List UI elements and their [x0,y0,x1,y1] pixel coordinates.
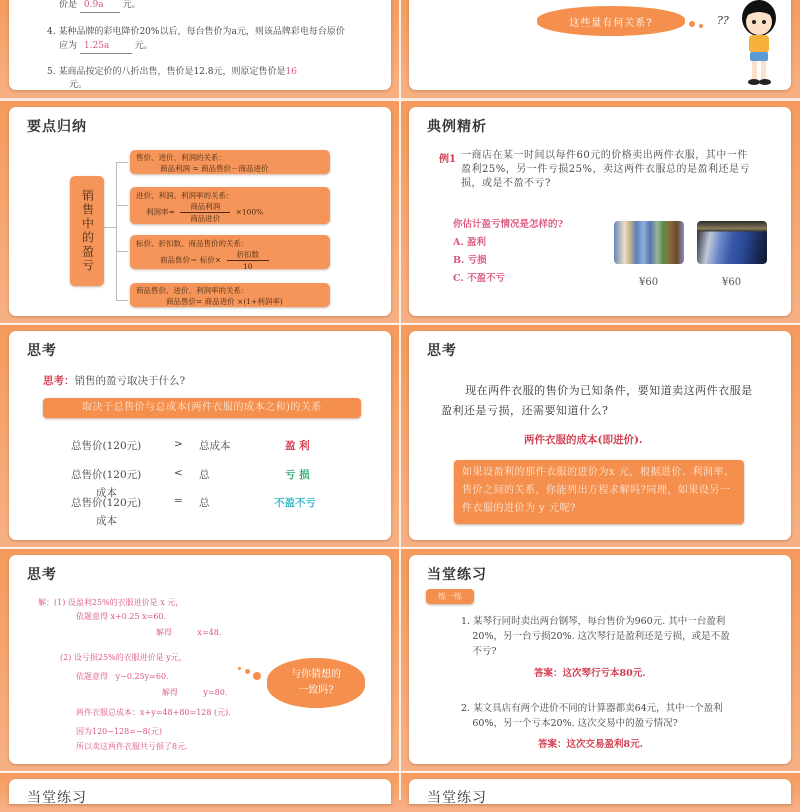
price-1: ¥60 [639,277,659,288]
think-answer: 两件衣服的成本(即进价). [524,434,643,446]
bubble-dot [238,667,241,670]
price-2: ¥60 [722,277,742,288]
slide-4 [400,100,800,324]
think-question: 思考：销售的盈亏取决于什么? [43,375,186,387]
thought-cloud: 与你猜想的 一致吗? [267,658,365,708]
think-paragraph: 现在两件衣服的售价为已知条件，要知道卖这两件衣服是盈利还是亏损，还需要知道什么? [441,384,753,417]
relation-box-3: 标价、折扣数、商品售价的关系： 商品售价＝ 标价× $\frac{\text{折扣数}}{10}$ [130,235,330,269]
solution-line: 所以卖这两件衣服共亏损了8元. [76,742,188,751]
q3-tail: 价是 0.9a 元。 [59,0,141,13]
question-5-suffix: 元。 [69,80,88,90]
slide-8-content [409,555,791,764]
slide-7-content [9,555,391,764]
slide-title: 思考 [27,343,57,359]
connector [116,162,128,163]
q4-answer: 1.25a [80,39,132,54]
option-b: B. 亏损 [453,255,487,266]
solution-line: 因为120−128=−8(元) [76,727,162,736]
solution-line: (2) 设亏损25%的衣服进价是 y元， [60,653,187,662]
slide-10 [400,772,800,812]
op-lt: < [174,467,183,479]
relation-row-1: 总售价(120元) [71,440,142,452]
relation-row-3: 总售价(120元) [71,497,142,509]
option-c: C. 不盈不亏 [453,273,506,284]
thought-bubble: 这些量有何关系? [537,6,685,36]
slide-2-content [409,0,791,90]
practice-question-2: 2. 某文具店有两个进价不同的计算器都卖64元，其中一个盈利60%，另一个亏本20%. 这次交易中的盈亏情况? [461,703,723,729]
slide-1 [0,0,400,98]
total-cost-split: 总 [199,497,210,509]
slide-4-content [409,107,791,316]
slide-title: 当堂练习 [427,790,487,804]
solution-line: 两件衣服总成本：x+y=48+80=128 (元). [76,708,231,717]
slide-3 [0,100,400,324]
clothes-photo-1 [614,221,684,264]
connector [104,227,116,228]
clothes-photo-2 [697,221,767,264]
slide-title: 当堂练习 [27,790,87,804]
question-4: 4. 某种品牌的彩电降价20%以后，每台售价为a元，则该品牌彩电每台原价 [47,27,345,37]
total-cost-split: 总 [199,469,210,481]
slide-9 [0,772,400,812]
total-cost-split-tail: 成本 [96,515,117,527]
grid-divider-horizontal [0,323,800,325]
bubble-dot [253,672,261,680]
connector [116,300,128,301]
slide-9-content [9,779,391,804]
practice-answer-2: 答案：这次交易盈利8元. [538,739,643,750]
hint-box: 如果设盈利的那件衣服的进价为x 元，根据进价、利润率、售价之间的关系，你能列出方程求解吗?同理，如果设另一件衣服的进价为 y 元呢? [454,460,744,524]
center-node: 销售中的盈亏 [70,176,104,286]
relation-box-2: 进价、利润、利润率的关系： 利润率= $\frac{\text{商品利润}}{\text{商品进价}}$ ×100% [130,187,330,224]
practice-badge: 练一练 [426,589,474,604]
bubble-dot [689,21,695,27]
q5-answer: 16 [285,67,297,77]
total-cost-split-tail: 成本 [96,487,117,499]
solution-line: 依题意得 x+0.25 x=60. [76,612,167,621]
connector [116,162,117,300]
connector [116,251,128,252]
connector [116,205,128,206]
result-loss: 亏 损 [285,469,310,481]
slide-title: 思考 [427,343,457,359]
op-eq: = [174,495,183,507]
example-label: 例1 [439,154,456,165]
grid-divider-horizontal [0,547,800,549]
slide-6-content [409,331,791,540]
answer-banner: 取决于总售价与总成本(两件衣服的成本之和)的关系 [43,398,361,418]
slide-title: 当堂练习 [427,567,487,583]
slide-3-content [9,107,391,316]
slide-1-content [9,0,391,90]
op-gt: > [174,438,183,450]
slide-7 [0,548,400,772]
q3-answer: 0.9a [80,0,120,13]
bubble-dot [699,24,703,28]
solution-line: 解得 x=48. [156,628,222,637]
slide-8 [400,548,800,772]
practice-question-1: 1. 某琴行同时卖出两台钢琴，每台售价为960元. 其中一台盈利20%，另一台亏损20%. 这次琴行是盈利还是亏损，或是不盈不亏? [461,616,730,657]
relation-box-4: 商品售价、进价、利润率的关系： 商品售价= 商品进价 ×(1+利润率) [130,283,330,307]
relation-row-2: 总售价(120元) [71,469,142,481]
total-cost: 总成本 [199,440,231,452]
question-5: 5. 某商品按定价的八折出售，售价是12.8元，则原定售价是16 [47,67,297,77]
result-profit: 盈 利 [285,440,310,452]
bubble-dot [245,669,250,674]
practice-answer-1: 答案：这次琴行亏本80元. [534,668,646,679]
slide-5-content [9,331,391,540]
slide-title: 思考 [27,567,57,583]
grid-divider-horizontal [0,99,800,101]
slide-title: 典例精析 [427,119,487,135]
relation-box-1: 售价、进价、利润的关系： 商品利润 = 商品售价－商品进价 [130,150,330,174]
question-marks: ?? [717,14,729,27]
example-problem: 一商店在某一时间以每件60元的价格卖出两件衣服，其中一件盈利25%，另一件亏损25%，卖这两件衣服总的是盈利还是亏损，或是不盈不亏? [461,150,750,189]
result-break-even: 不盈不亏 [274,497,316,509]
slide-6 [400,324,800,548]
slide-2 [400,0,800,98]
option-a: A. 盈利 [453,237,486,248]
estimate-question: 你估计盈亏情况是怎样的? [453,219,564,230]
fraction: $\frac{\text{商品利润}}{\text{商品进价}}$ [180,201,230,224]
question-4-answer-line: 应为 1.25a 元。 [59,39,153,54]
grid-divider-horizontal [0,771,800,773]
boy-illustration [734,0,784,88]
solution-line: 依题意得 y−0.25y=60. [76,672,169,681]
solution-line: 解：(1) 设盈利25%的衣服进价是 x 元， [38,598,184,607]
grid-divider-vertical [399,0,401,800]
fraction: $\frac{\text{折扣数}}{10}$ [227,249,270,272]
slide-title: 要点归纳 [27,119,87,135]
slide-10-content [409,779,791,804]
slide-5 [0,324,400,548]
solution-line: 解得 y=80. [162,688,228,697]
